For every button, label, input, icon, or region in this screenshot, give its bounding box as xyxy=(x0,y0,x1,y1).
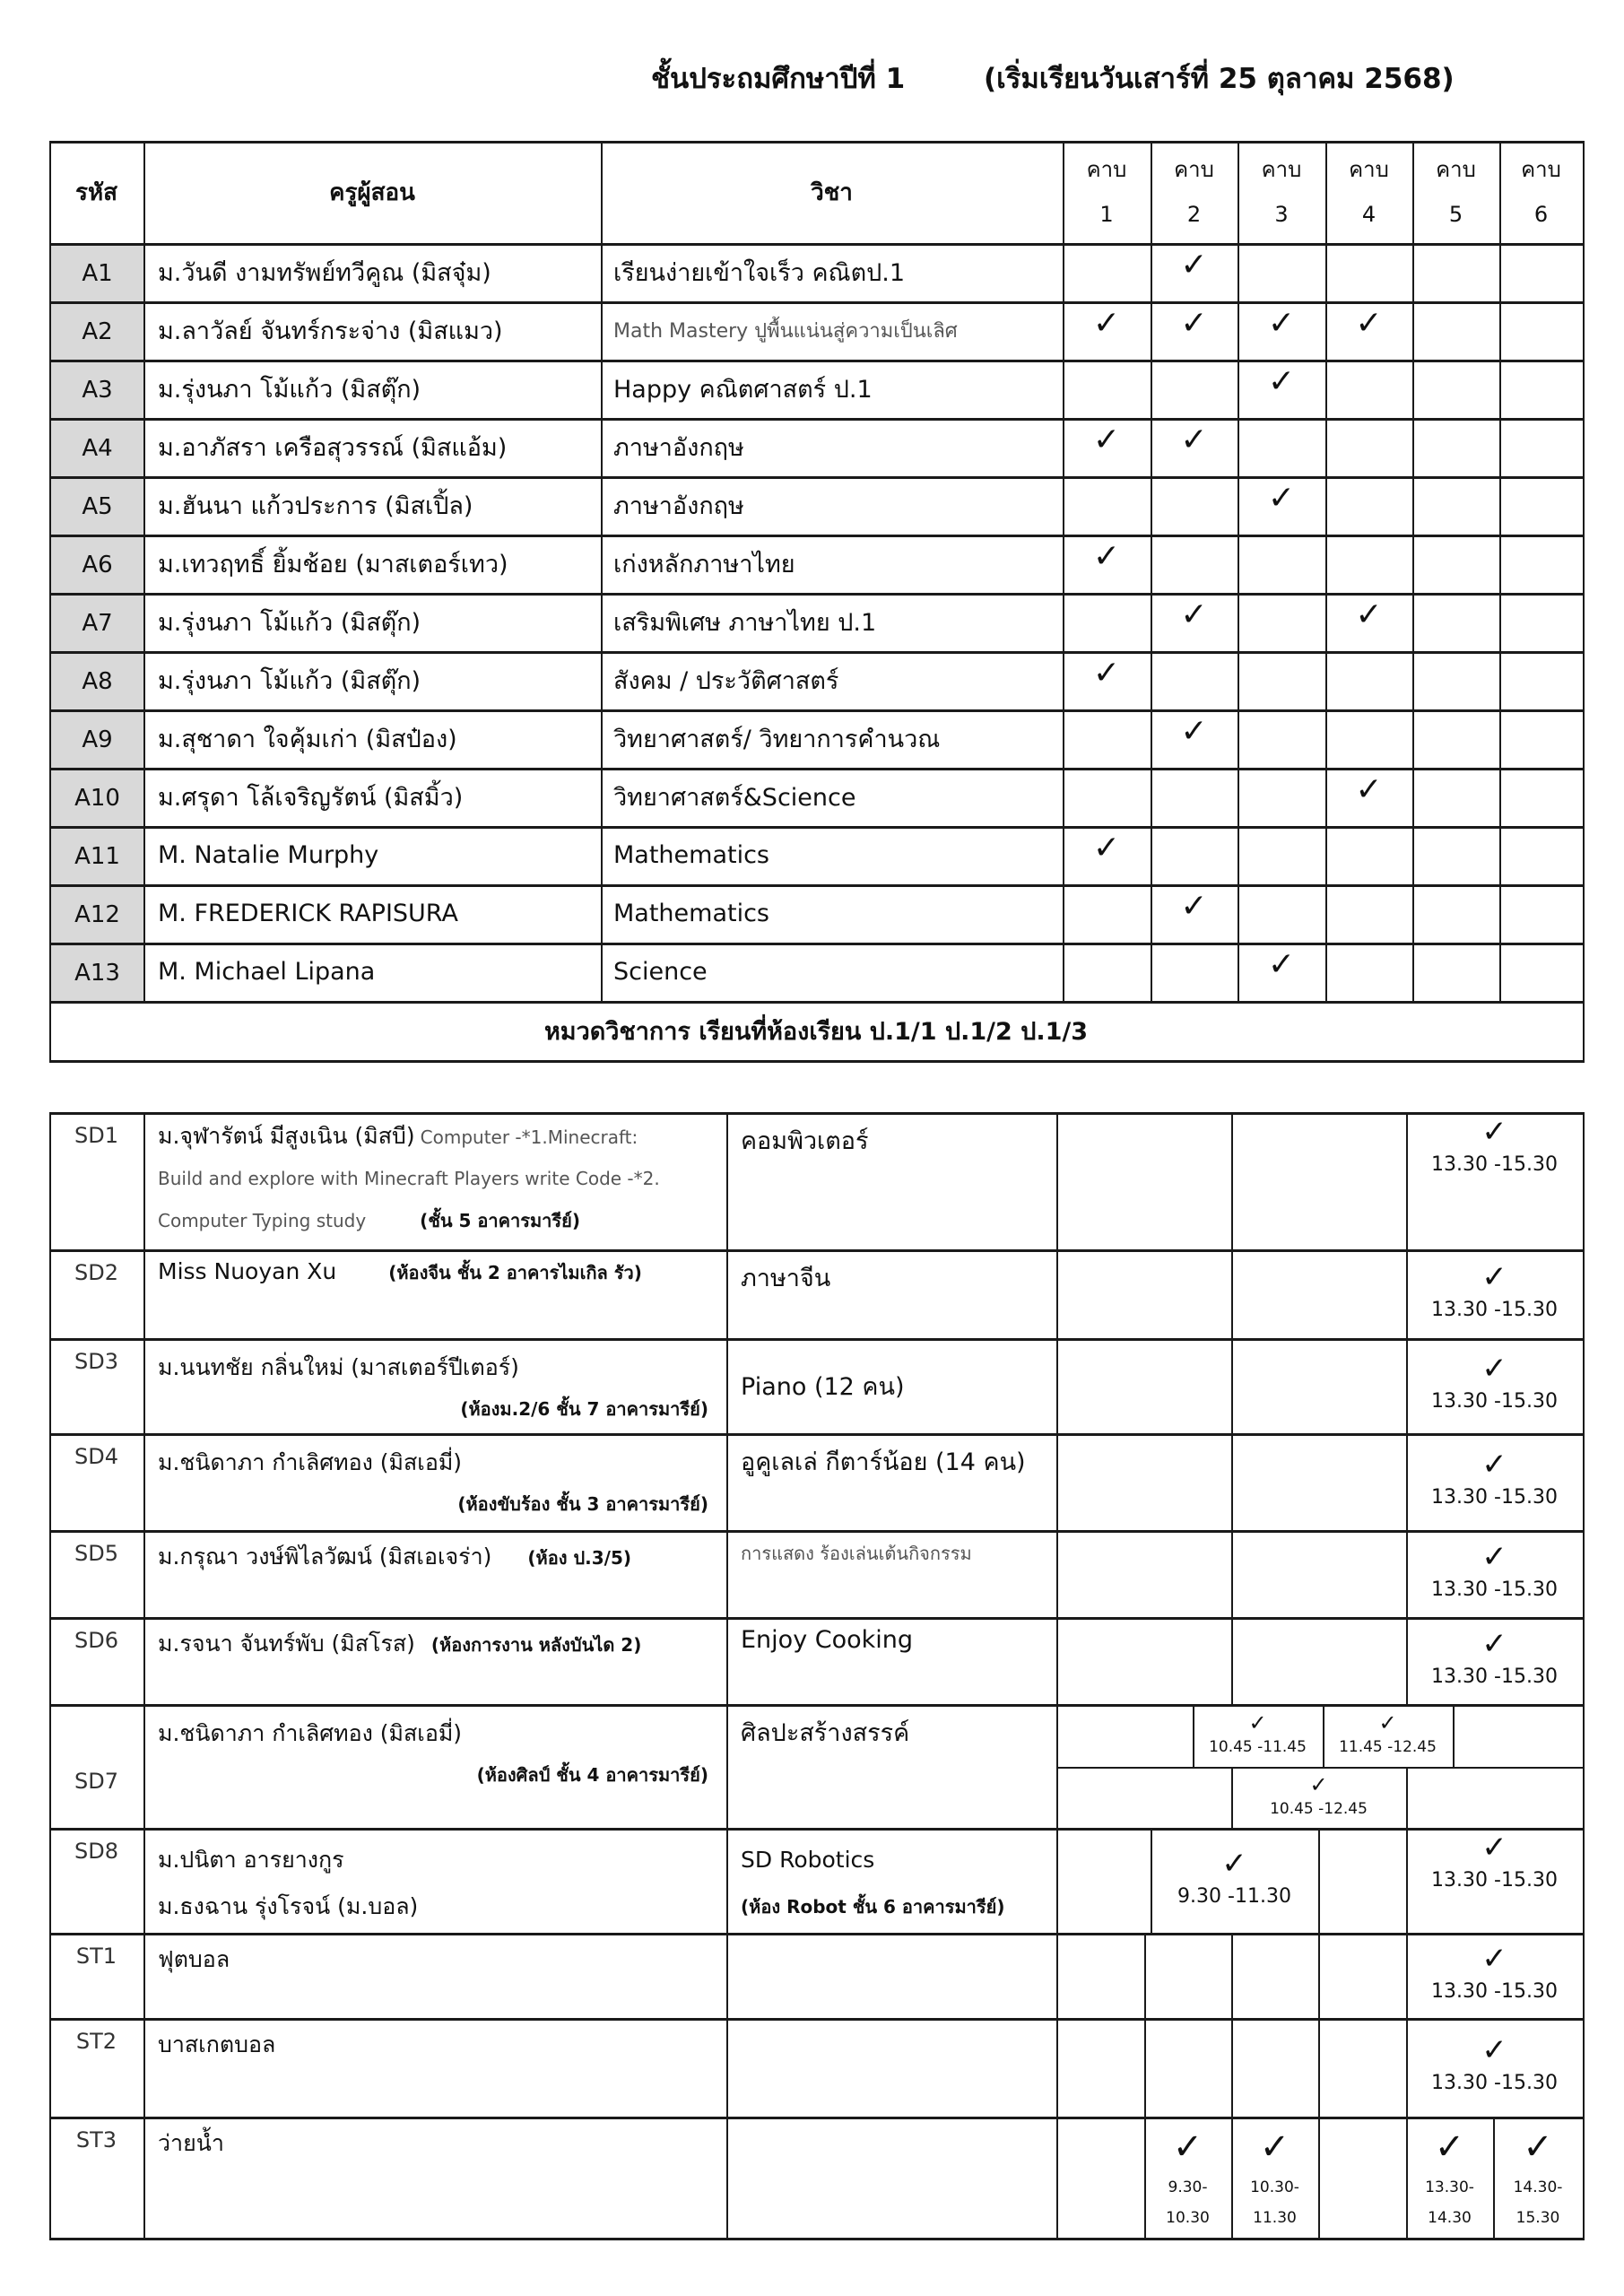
check-icon: ✓ xyxy=(1481,1351,1507,1387)
header-subject: วิชา xyxy=(811,178,853,206)
period-label: คาบ xyxy=(1436,157,1476,182)
time-slot xyxy=(1406,1828,1583,1933)
table-divider xyxy=(1406,1767,1408,1830)
row-code: SD4 xyxy=(74,1444,118,1469)
time-label: 13.30 -15.30 xyxy=(1431,1153,1558,1176)
time-label: 13.30 -15.30 xyxy=(1431,1390,1558,1413)
row-code: SD2 xyxy=(74,1260,118,1285)
check-icon: ✓ xyxy=(1092,422,1121,458)
row-teacher: ม.ฮันนา แก้วประการ (มิสเปิ้ล) xyxy=(158,492,473,520)
row-teacher-cell xyxy=(143,1338,726,1433)
course-note: Computer Typing study xyxy=(158,1210,367,1231)
row-code: A2 xyxy=(51,303,143,360)
time-label: 15.30 xyxy=(1515,2208,1560,2227)
table-divider xyxy=(49,476,1585,479)
row-code: A1 xyxy=(51,245,143,301)
time-slot xyxy=(1406,1530,1583,1617)
check-icon: ✓ xyxy=(1092,305,1121,342)
row-code: A12 xyxy=(51,886,143,943)
period-number: 6 xyxy=(1533,202,1549,227)
header-period xyxy=(1238,141,1325,243)
table-divider xyxy=(49,709,1585,712)
course-note: Computer -*1.Minecraft: xyxy=(420,1126,638,1148)
check-icon: ✓ xyxy=(1267,946,1296,983)
time-slot xyxy=(1231,1767,1406,1828)
table-divider xyxy=(1231,1530,1233,1619)
time-label: 9.30- xyxy=(1168,2178,1208,2196)
time-slot xyxy=(1406,2018,1583,2117)
time-label: 10.30 xyxy=(1166,2208,1210,2227)
check-icon: ✓ xyxy=(1309,1772,1328,1797)
row-activity: ว่ายน้ำ xyxy=(158,2130,224,2156)
row-subject: เก่งหลักภาษาไทย xyxy=(613,551,795,578)
row-teacher: M. FREDERICK RAPISURA xyxy=(158,900,458,927)
check-icon: ✓ xyxy=(1180,713,1208,750)
header-code: รหัส xyxy=(75,178,117,206)
time-slot xyxy=(1144,2117,1231,2238)
check-icon: ✓ xyxy=(1267,305,1296,342)
row-teacher: ม.จุฬารัตน์ มีสูงเนิน (มิสบี) xyxy=(158,1123,415,1149)
table-divider xyxy=(1499,141,1501,1003)
table-divider xyxy=(1453,1704,1455,1769)
table-divider xyxy=(1231,1249,1233,1340)
teacher-line xyxy=(158,1626,641,1662)
check-icon: ✓ xyxy=(1481,1830,1507,1866)
table-divider xyxy=(1231,1112,1233,1251)
room-label: (ห้องศิลป์ ชั้น 4 อาคารมารีย์) xyxy=(476,1764,708,1786)
row-subject: ภาษาอังกฤษ xyxy=(613,492,744,520)
row-code: ST1 xyxy=(75,1944,117,1969)
row-subject: เสริมพิเศษ ภาษาไทย ป.1 xyxy=(613,609,877,637)
table-divider xyxy=(1412,141,1414,1003)
time-label: 13.30 -15.30 xyxy=(1431,1869,1558,1892)
row-subject: อูคูเลเล่ กีตาร์น้อย (14 คน) xyxy=(741,1448,1026,1476)
row-code: A10 xyxy=(51,770,143,826)
row-code: SD5 xyxy=(74,1541,118,1566)
header-period xyxy=(1063,141,1151,243)
row-subject: Mathematics xyxy=(613,841,769,869)
table-divider xyxy=(1144,2018,1146,2118)
row-teacher: ม.ชนิดาภา กำเลิศทอง (มิสเอมี่) xyxy=(158,1449,463,1475)
page-title: ชั้นประถมศึกษาปีที่ 1 xyxy=(651,63,906,95)
row-teacher: M. Natalie Murphy xyxy=(158,841,379,869)
check-icon: ✓ xyxy=(1092,830,1121,866)
header-period xyxy=(1151,141,1238,243)
row-teacher: ม.อาภัสรา เครือสุวรรณ์ (มิสแอ้ม) xyxy=(158,434,508,462)
row-code: SD7 xyxy=(74,1769,118,1794)
check-icon: ✓ xyxy=(1481,2032,1507,2068)
period-number: 1 xyxy=(1099,202,1114,227)
row-teacher-cell xyxy=(143,1530,726,1617)
row-activity: บาสเกตบอล xyxy=(158,2031,276,2057)
row-subject: SD Robotics xyxy=(741,1847,875,1873)
table-divider xyxy=(726,1933,728,2239)
check-icon: ✓ xyxy=(1481,1258,1507,1295)
header-period xyxy=(1499,141,1583,243)
row-activity: ฟุตบอล xyxy=(158,1946,230,1972)
time-slot xyxy=(1493,2117,1583,2238)
room-label: (ห้อง ป.3/5) xyxy=(527,1547,632,1569)
row-code: ST2 xyxy=(75,2029,117,2054)
row-code: ST3 xyxy=(75,2127,117,2152)
check-icon: ✓ xyxy=(1180,305,1208,342)
course-note: Build and explore with Minecraft Players write Code -*2. xyxy=(158,1168,660,1189)
check-icon: ✓ xyxy=(1267,363,1296,400)
time-slot xyxy=(1323,1704,1453,1767)
time-slot xyxy=(1406,1433,1583,1530)
period-number: 2 xyxy=(1186,202,1202,227)
time-label: 13.30- xyxy=(1425,2178,1474,2196)
check-icon: ✓ xyxy=(1481,1114,1507,1150)
row-subject: การแสดง ร้องเล่นเต้นกิจกรรม xyxy=(741,1543,972,1564)
check-icon: ✓ xyxy=(1092,655,1121,691)
table-divider xyxy=(1231,2018,1233,2118)
time-slot xyxy=(1406,1249,1583,1338)
room-label: (ห้อง Robot ชั้น 6 อาคารมารีย์) xyxy=(741,1896,1005,1918)
check-icon: ✓ xyxy=(1092,538,1121,575)
check-icon: ✓ xyxy=(1267,480,1296,517)
table-divider xyxy=(49,826,1585,829)
table-divider xyxy=(1063,141,1064,1003)
room-label: (ห้องการงาน หลังบันได 2) xyxy=(430,1634,642,1656)
table-divider xyxy=(49,141,1585,144)
row-subject-cell xyxy=(726,1828,1056,1933)
table-divider xyxy=(49,768,1585,770)
check-icon: ✓ xyxy=(1378,1710,1397,1735)
time-label: 13.30 -15.30 xyxy=(1431,1298,1558,1321)
row-subject: วิทยาศาสตร์/ วิทยาการคำนวณ xyxy=(613,726,941,753)
row-subject: Science xyxy=(613,958,708,986)
time-label: 14.30- xyxy=(1513,2178,1563,2196)
table-divider xyxy=(1318,2018,1320,2118)
row-code: SD8 xyxy=(74,1839,118,1864)
table-divider xyxy=(1238,141,1239,1003)
row-code: A5 xyxy=(51,478,143,535)
row-code: A3 xyxy=(51,361,143,418)
time-label: 11.30 xyxy=(1253,2208,1297,2227)
table-divider xyxy=(1231,1433,1233,1532)
row-code: SD1 xyxy=(74,1123,118,1148)
row-teacher: ม.รุ่งนภา โม้แก้ว (มิสตุ๊ก) xyxy=(158,609,421,637)
check-icon: ✓ xyxy=(1434,2126,1465,2168)
table-divider xyxy=(49,418,1585,421)
row-teacher-cell xyxy=(143,1249,726,1338)
table-divider xyxy=(1318,2117,1320,2239)
table-divider xyxy=(1231,1338,1233,1435)
time-label: 13.30 -15.30 xyxy=(1431,1578,1558,1601)
check-icon: ✓ xyxy=(1248,1710,1267,1735)
row-teacher-cell xyxy=(143,1617,726,1704)
row-teacher: Miss Nuoyan Xu xyxy=(158,1258,337,1284)
table-divider xyxy=(1318,1828,1320,1935)
time-slot xyxy=(1406,2117,1493,2238)
table-divider xyxy=(143,141,145,1003)
period-label: คาบ xyxy=(1261,157,1302,182)
row-subject: Happy คณิตศาสตร์ ป.1 xyxy=(613,376,873,404)
time-label: 13.30 -15.30 xyxy=(1431,1486,1558,1509)
table-divider xyxy=(1056,1112,1058,2239)
check-icon: ✓ xyxy=(1523,2126,1553,2168)
row-subject: วิทยาศาสตร์&Science xyxy=(613,784,856,812)
time-label: 10.45 -11.45 xyxy=(1209,1738,1307,1756)
table-divider xyxy=(49,1060,1585,1063)
header-period xyxy=(1412,141,1499,243)
room-label: (ห้องม.2/6 ชั้น 7 อาคารมารีย์) xyxy=(460,1398,708,1420)
row-subject: Math Mastery ปูพื้นแน่นสู่ความเป็นเลิศ xyxy=(613,320,958,343)
table-divider xyxy=(49,360,1585,362)
row-teacher: ม.นนทชัย กลิ่นใหม่ (มาสเตอร์ปีเตอร์) xyxy=(158,1354,519,1380)
row-teacher-cell xyxy=(143,1112,726,1249)
row-subject: คอมพิวเตอร์ xyxy=(741,1127,869,1155)
row-code: SD6 xyxy=(74,1628,118,1653)
time-slot xyxy=(1406,1338,1583,1433)
row-teacher: ม.สุชาดา ใจคุ้มเก่า (มิสป๋อง) xyxy=(158,726,457,753)
time-label: 10.30- xyxy=(1250,2178,1299,2196)
check-icon: ✓ xyxy=(1481,1538,1507,1575)
row-code: SD3 xyxy=(74,1349,118,1374)
table-divider xyxy=(49,243,1585,246)
check-icon: ✓ xyxy=(1481,1625,1507,1662)
row-teacher: ม.วันดี งามทรัพย์ทวีคูณ (มิสจุ๋ม) xyxy=(158,259,491,287)
table-divider xyxy=(49,884,1585,887)
table-divider xyxy=(49,651,1585,654)
check-icon: ✓ xyxy=(1481,1447,1507,1483)
time-label: 13.30 -15.30 xyxy=(1431,2072,1558,2094)
table-divider xyxy=(1231,1617,1233,1706)
row-code: A13 xyxy=(51,944,143,1001)
time-label: 13.30 -15.30 xyxy=(1431,1979,1558,2003)
table-divider xyxy=(1151,141,1152,1003)
row-teacher: ม.ชนิดาภา กำเลิศทอง (มิสเอมี่) xyxy=(158,1720,463,1746)
row-teacher-cell xyxy=(143,1433,726,1530)
table-divider xyxy=(1144,1933,1146,2020)
time-label: 10.45 -12.45 xyxy=(1270,1800,1368,1818)
teacher-line xyxy=(158,1258,642,1287)
time-label: 9.30 -11.30 xyxy=(1177,1884,1291,1908)
period-label: คาบ xyxy=(1521,157,1561,182)
table-divider xyxy=(49,2238,1585,2240)
row-code: A6 xyxy=(51,536,143,593)
row-teacher: ม.ปนิตา อารยางกูร xyxy=(158,1847,344,1873)
room-label: (ห้องขับร้อง ชั้น 3 อาคารมารีย์) xyxy=(457,1493,708,1515)
table-divider xyxy=(601,141,603,1003)
row-code: A9 xyxy=(51,711,143,768)
period-number: 3 xyxy=(1274,202,1289,227)
row-subject: Piano (12 คน) xyxy=(741,1372,905,1401)
check-icon: ✓ xyxy=(1172,2126,1203,2168)
room-label: (ห้องจีน ชั้น 2 อาคารไมเกิล รัว) xyxy=(388,1262,642,1283)
time-label: 14.30 xyxy=(1428,2208,1472,2227)
row-teacher: ม.ธงฉาน รุ่งโรจน์ (ม.บอล) xyxy=(158,1893,419,1919)
table-divider xyxy=(1325,141,1327,1003)
row-teacher: ม.เทวฤทธิ์ ยิ้มช้อย (มาสเตอร์เทว) xyxy=(158,551,508,578)
row-subject: ภาษาจีน xyxy=(741,1265,831,1292)
time-slot xyxy=(1406,1617,1583,1704)
period-number: 4 xyxy=(1361,202,1376,227)
period-label: คาบ xyxy=(1349,157,1389,182)
table-divider xyxy=(1583,141,1585,1062)
row-code: A11 xyxy=(51,828,143,884)
header-period xyxy=(1325,141,1412,243)
table-divider xyxy=(1231,1933,1233,2020)
check-icon: ✓ xyxy=(1355,596,1383,633)
check-icon: ✓ xyxy=(1355,771,1383,808)
check-icon: ✓ xyxy=(1180,888,1208,925)
check-icon: ✓ xyxy=(1221,1845,1247,1882)
table-divider xyxy=(49,593,1585,596)
table-divider xyxy=(1318,1933,1320,2020)
check-icon: ✓ xyxy=(1355,305,1383,342)
time-label: 11.45 -12.45 xyxy=(1339,1738,1437,1756)
check-icon: ✓ xyxy=(1259,2126,1290,2168)
classroom-footer: หมวดวิชาการ เรียนที่ห้องเรียน ป.1/1 ป.1/2 ป.1/3 xyxy=(543,1017,1089,1046)
time-label: 13.30 -15.30 xyxy=(1431,1665,1558,1688)
check-icon: ✓ xyxy=(1180,247,1208,283)
row-teacher: M. Michael Lipana xyxy=(158,958,376,986)
table-divider xyxy=(49,141,51,1062)
check-icon: ✓ xyxy=(1180,596,1208,633)
row-code: A7 xyxy=(51,595,143,651)
table-divider xyxy=(1583,1112,1585,2239)
row-teacher: ม.รุ่งนภา โม้แก้ว (มิสตุ๊ก) xyxy=(158,376,421,404)
teacher-line xyxy=(158,1199,580,1241)
row-teacher: ม.รุ่งนภา โม้แก้ว (มิสตุ๊ก) xyxy=(158,667,421,695)
row-subject: Enjoy Cooking xyxy=(741,1626,914,1654)
time-slot xyxy=(1406,1112,1583,1249)
check-icon: ✓ xyxy=(1180,422,1208,458)
row-code: A4 xyxy=(51,420,143,476)
row-teacher: ม.ลาวัลย์ จันทร์กระจ่าง (มิสแมว) xyxy=(158,317,503,345)
row-teacher-cell xyxy=(143,1704,726,1828)
time-slot xyxy=(1231,2117,1318,2238)
row-subject: ศิลปะสร้างสรรค์ xyxy=(741,1719,910,1747)
row-teacher: ม.รจนา จันทร์พับ (มิสโรส) xyxy=(158,1631,415,1657)
row-subject: สังคม / ประวัติศาสตร์ xyxy=(613,667,839,695)
table-divider xyxy=(49,943,1585,945)
check-icon: ✓ xyxy=(1481,1940,1507,1977)
row-teacher-cell xyxy=(143,1828,726,1933)
row-code: A8 xyxy=(51,653,143,709)
time-slot xyxy=(1193,1704,1323,1767)
row-subject: เรียนง่ายเข้าใจเร็ว คณิตป.1 xyxy=(613,259,906,287)
time-slot xyxy=(1406,1933,1583,2018)
row-teacher: ม.กรุณา วงษ์พิไลวัฒน์ (มิสเอเจร่า) xyxy=(158,1544,492,1570)
teacher-line xyxy=(158,1539,631,1575)
table-divider xyxy=(49,535,1585,537)
table-divider xyxy=(49,301,1585,304)
row-teacher: ม.ศรุดา โล้เจริญรัตน์ (มิสมิ้ว) xyxy=(158,784,464,812)
teacher-line xyxy=(158,1116,638,1158)
period-label: คาบ xyxy=(1086,157,1127,182)
row-subject: ภาษาอังกฤษ xyxy=(613,434,744,462)
header-teacher: ครูผู้สอน xyxy=(329,178,415,206)
time-slot xyxy=(1151,1828,1318,1933)
start-date: (เริ่มเรียนวันเสาร์ที่ 25 ตุลาคม 2568) xyxy=(984,63,1455,95)
period-label: คาบ xyxy=(1174,157,1214,182)
period-number: 5 xyxy=(1448,202,1463,227)
room-label: (ชั้น 5 อาคารมารีย์) xyxy=(420,1210,581,1231)
row-subject: Mathematics xyxy=(613,900,769,927)
